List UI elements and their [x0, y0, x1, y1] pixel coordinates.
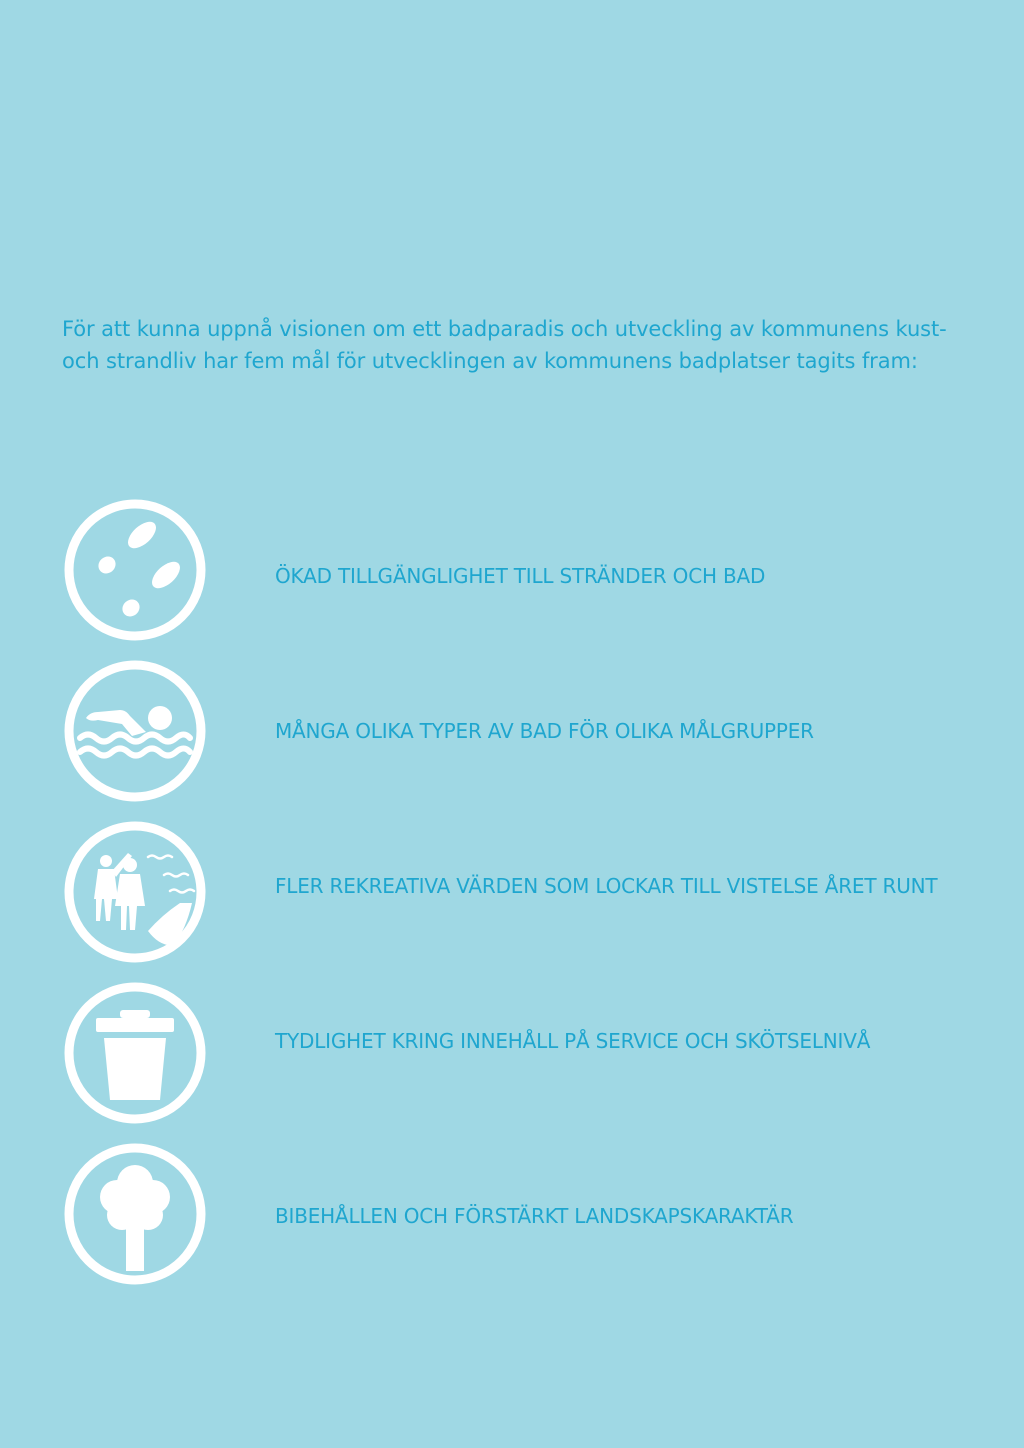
goal-item-service — [62, 980, 962, 1126]
goal-item-landscape — [62, 1141, 962, 1287]
goal-label: FLER REKREATIVA VÄRDEN SOM LOCKAR TILL VISTELSE ÅRET RUNT — [275, 874, 938, 898]
goal-item-accessibility — [62, 497, 962, 643]
goal-item-recreation — [62, 819, 962, 965]
goal-label: BIBEHÅLLEN OCH FÖRSTÄRKT LANDSKAPSKARAKTÄR — [275, 1204, 794, 1228]
intro-paragraph: För att kunna uppnå visionen om ett badparadis och utveckling av kommunens kust- och strandliv har fem mål för utvecklingen av kommunens badplatser tagits fram: — [62, 317, 947, 373]
goal-label: TYDLIGHET KRING INNEHÅLL PÅ SERVICE OCH SKÖTSELNIVÅ — [275, 1029, 871, 1053]
trash-bin-icon — [62, 980, 208, 1126]
goal-label: ÖKAD TILLGÄNGLIGHET TILL STRÄNDER OCH BAD — [275, 564, 766, 588]
tree-icon — [62, 1141, 208, 1287]
goal-label: MÅNGA OLIKA TYPER AV BAD FÖR OLIKA MÅLGRUPPER — [275, 719, 814, 743]
goal-item-bath-types — [62, 658, 962, 804]
swimmer-icon — [62, 658, 208, 804]
footprints-icon — [62, 497, 208, 643]
people-walking-coast-icon — [62, 819, 208, 965]
